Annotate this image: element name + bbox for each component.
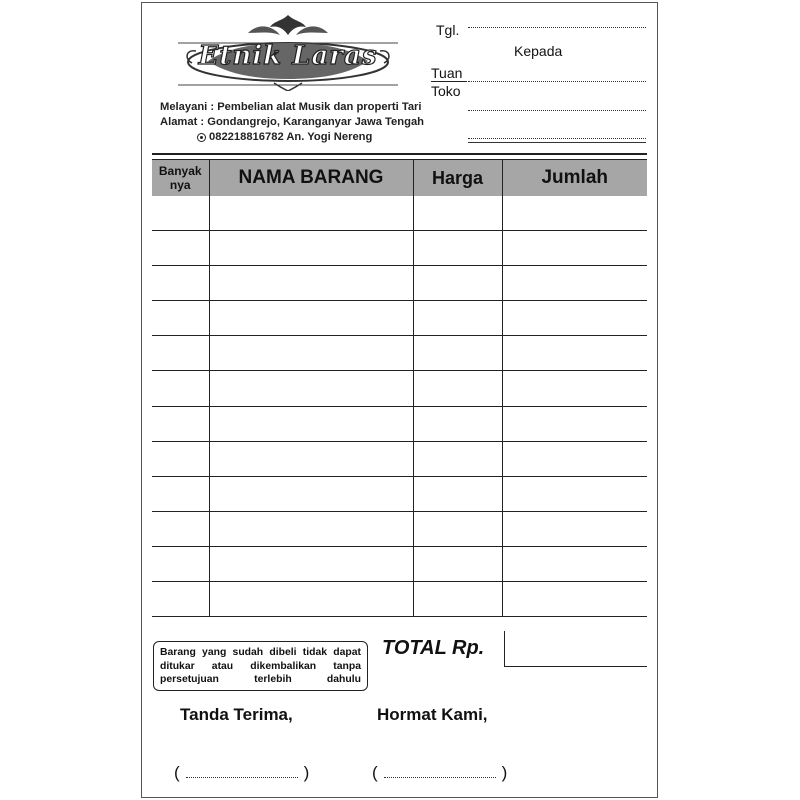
column-header-amount: Jumlah bbox=[502, 160, 647, 197]
cell-qty[interactable] bbox=[152, 231, 209, 266]
items-table bbox=[152, 159, 647, 617]
table-row bbox=[152, 301, 647, 336]
cell-amount[interactable] bbox=[502, 582, 647, 617]
open-paren: ( bbox=[174, 763, 180, 782]
cell-amount[interactable] bbox=[502, 406, 647, 441]
cell-name[interactable] bbox=[209, 301, 413, 336]
cell-price[interactable] bbox=[413, 546, 502, 581]
table-row bbox=[152, 371, 647, 406]
to-label: Kepada bbox=[514, 43, 563, 59]
brand-logo bbox=[178, 11, 398, 91]
cell-qty[interactable] bbox=[152, 336, 209, 371]
cell-price[interactable] bbox=[413, 582, 502, 617]
cell-name[interactable] bbox=[209, 511, 413, 546]
cell-qty[interactable] bbox=[152, 301, 209, 336]
column-header-name: NAMA BARANG bbox=[209, 160, 413, 197]
cell-price[interactable] bbox=[413, 406, 502, 441]
date-field[interactable] bbox=[468, 27, 646, 28]
cell-qty[interactable] bbox=[152, 266, 209, 301]
cell-amount[interactable] bbox=[502, 231, 647, 266]
date-label: Tgl. bbox=[436, 22, 460, 38]
tuan-label: Tuan bbox=[431, 65, 463, 81]
cell-amount[interactable] bbox=[502, 511, 647, 546]
received-by-label: Tanda Terima, bbox=[180, 705, 293, 724]
cell-price[interactable] bbox=[413, 266, 502, 301]
cell-amount[interactable] bbox=[502, 336, 647, 371]
cell-price[interactable] bbox=[413, 301, 502, 336]
whatsapp-icon bbox=[197, 133, 206, 142]
signature-line bbox=[384, 777, 496, 778]
items-table-wrapper bbox=[152, 159, 647, 617]
cell-name[interactable] bbox=[209, 406, 413, 441]
cell-qty[interactable] bbox=[152, 441, 209, 476]
cell-price[interactable] bbox=[413, 476, 502, 511]
open-paren: ( bbox=[372, 763, 378, 782]
close-paren: ) bbox=[303, 763, 310, 782]
cell-price[interactable] bbox=[413, 336, 502, 371]
cell-name[interactable] bbox=[209, 196, 413, 231]
cell-price[interactable] bbox=[413, 231, 502, 266]
cell-price[interactable] bbox=[413, 371, 502, 406]
total-amount-field[interactable] bbox=[504, 631, 647, 667]
table-row bbox=[152, 266, 647, 301]
cell-name[interactable] bbox=[209, 441, 413, 476]
invoice-sheet bbox=[141, 2, 658, 798]
toko-label: Toko bbox=[431, 83, 461, 99]
table-row bbox=[152, 546, 647, 581]
cell-name[interactable] bbox=[209, 231, 413, 266]
table-row bbox=[152, 511, 647, 546]
shop-info bbox=[160, 100, 430, 145]
brand-name: Etnik Laras bbox=[198, 41, 378, 71]
table-row bbox=[152, 406, 647, 441]
seller-signature-field[interactable] bbox=[372, 763, 507, 783]
cell-amount[interactable] bbox=[502, 196, 647, 231]
cell-qty[interactable] bbox=[152, 196, 209, 231]
cell-price[interactable] bbox=[413, 511, 502, 546]
cell-amount[interactable] bbox=[502, 301, 647, 336]
cell-name[interactable] bbox=[209, 336, 413, 371]
cell-name[interactable] bbox=[209, 546, 413, 581]
cell-name[interactable] bbox=[209, 371, 413, 406]
recipient-name-field[interactable] bbox=[468, 81, 646, 82]
table-row bbox=[152, 476, 647, 511]
column-header-qty bbox=[152, 160, 209, 197]
cell-price[interactable] bbox=[413, 441, 502, 476]
cell-price[interactable] bbox=[413, 196, 502, 231]
total-label: TOTAL Rp. bbox=[382, 637, 485, 659]
receiver-signature-field[interactable] bbox=[174, 763, 309, 783]
qty-header-line1: Banyak bbox=[158, 164, 202, 178]
phone-text: 082218816782 An. Yogi Nereng bbox=[209, 131, 373, 143]
close-paren: ) bbox=[501, 763, 508, 782]
recipient-line-3-field[interactable] bbox=[468, 138, 646, 139]
cell-amount[interactable] bbox=[502, 476, 647, 511]
return-policy-notice: Barang yang sudah dibeli tidak dapat ditukar atau dikembalikan tanpa persetujuan terlebih dahulu bbox=[153, 641, 368, 691]
cell-amount[interactable] bbox=[502, 266, 647, 301]
cell-qty[interactable] bbox=[152, 546, 209, 581]
header-divider bbox=[152, 153, 647, 155]
cell-name[interactable] bbox=[209, 266, 413, 301]
tuan-divider bbox=[431, 81, 467, 82]
table-header-row bbox=[152, 160, 647, 197]
recipient-line-2-field[interactable] bbox=[468, 110, 646, 111]
table-row bbox=[152, 231, 647, 266]
recipient-underline bbox=[468, 142, 646, 143]
cell-name[interactable] bbox=[209, 476, 413, 511]
regards-label: Hormat Kami, bbox=[377, 705, 488, 724]
table-row bbox=[152, 336, 647, 371]
table-row bbox=[152, 582, 647, 617]
services-text: Melayani : Pembelian alat Musik dan properti Tari bbox=[160, 101, 422, 113]
cell-amount[interactable] bbox=[502, 371, 647, 406]
cell-qty[interactable] bbox=[152, 406, 209, 441]
cell-qty[interactable] bbox=[152, 582, 209, 617]
signature-line bbox=[186, 777, 298, 778]
table-row bbox=[152, 441, 647, 476]
cell-qty[interactable] bbox=[152, 371, 209, 406]
phone-row bbox=[160, 130, 430, 145]
cell-qty[interactable] bbox=[152, 476, 209, 511]
cell-amount[interactable] bbox=[502, 546, 647, 581]
cell-name[interactable] bbox=[209, 582, 413, 617]
table-body bbox=[152, 196, 647, 617]
cell-amount[interactable] bbox=[502, 441, 647, 476]
address-text: Alamat : Gondangrejo, Karanganyar Jawa Tengah bbox=[160, 116, 425, 128]
cell-qty[interactable] bbox=[152, 511, 209, 546]
column-header-price: Harga bbox=[413, 160, 502, 197]
table-row bbox=[152, 196, 647, 231]
qty-header-line2: nya bbox=[169, 178, 191, 192]
